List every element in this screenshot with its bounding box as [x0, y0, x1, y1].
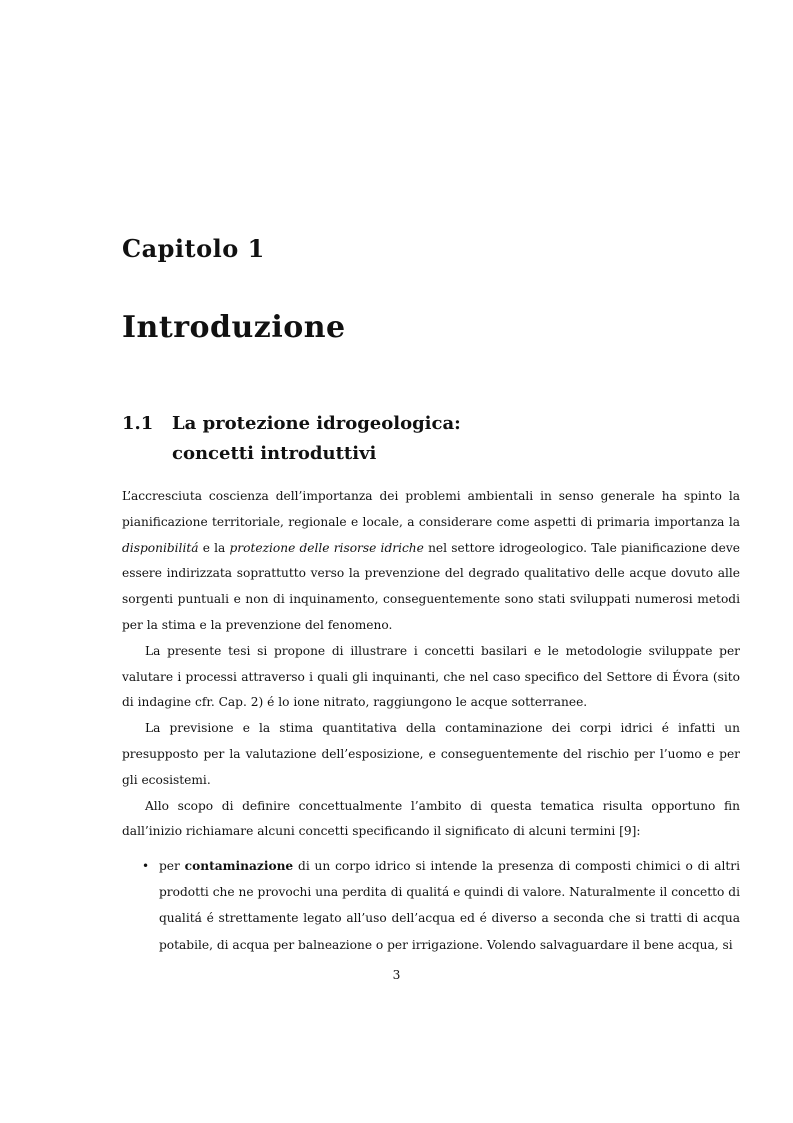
paragraph-1-text-b: e la: [198, 540, 230, 555]
section-title-line-2: concetti introduttivi: [172, 443, 377, 464]
list-item-text: di un corpo idrico si intende la presenza di composti chimici o di altri prodotti che ne provochi una perdita di qualitá e quindi di valore. Naturalmente il concetto di qualitá é strettamente legato all’uso dell’acqua ed é diverso a seconda che si tratti di acqua potabile, di acqua per balneazione o per irrigazione. Volendo salvaguardare il bene acqua, si: [159, 859, 740, 952]
section-title: [172, 409, 532, 469]
paragraph-1: [122, 484, 740, 639]
section-title-line-1: La protezione idrogeologica:: [172, 413, 461, 434]
section-number: 1.1: [122, 413, 154, 434]
paragraph-3: La previsione e la stima quantitativa della contaminazione dei corpi idrici é infatti un presupposto per la valutazione dell’esposizione, e conseguentemente del rischio per l’uomo e per gli ecosistemi.: [122, 721, 740, 787]
paragraph-1-text-c: nel settore idrogeologico. Tale pianificazione deve essere indirizzata soprattutto verso la prevenzione del degrado qualitativo delle acque dovuto alle sorgenti puntuali e non di inquinamento, conseguentemente sono stati sviluppati numerosi metodi per la stima e la prevenzione del fenomeno.: [122, 540, 740, 632]
definition-list: [140, 853, 740, 958]
term-disponibilita: disponibilitá: [122, 540, 199, 555]
paragraph-2: La presente tesi si propone di illustrare i concetti basilari e le metodologie sviluppate per valutare i processi attraverso i quali gli inquinanti, che nel caso specifico del Settore di Évora (sito di indagine cfr. Cap. 2) é lo ione nitrato, raggiungono le acque sotterranee.: [122, 643, 740, 710]
term-protezione-risorse-idriche: protezione delle risorse idriche: [229, 540, 424, 555]
chapter-label: Capitolo 1: [122, 234, 265, 263]
list-item: [140, 853, 740, 958]
term-contaminazione: contaminazione: [184, 859, 294, 873]
bullet-icon: •: [142, 859, 150, 873]
list-item-prefix: per: [159, 859, 185, 873]
chapter-title: Introduzione: [122, 310, 346, 345]
paragraph-1-text-a: L’accresciuta coscienza dell’importanza dei problemi ambientali in senso generale ha spinto la pianificazione territoriale, regionale e locale, a considerare come aspetti di primaria importanza la: [122, 489, 740, 529]
body-text: [122, 484, 740, 845]
paragraph-4: Allo scopo di definire concettualmente l’ambito di questa tematica risulta opportuno fin dall’inizio richiamare alcuni concetti specificando il significato di alcuni termini [9]:: [122, 798, 740, 839]
page-number: 3: [392, 968, 401, 982]
